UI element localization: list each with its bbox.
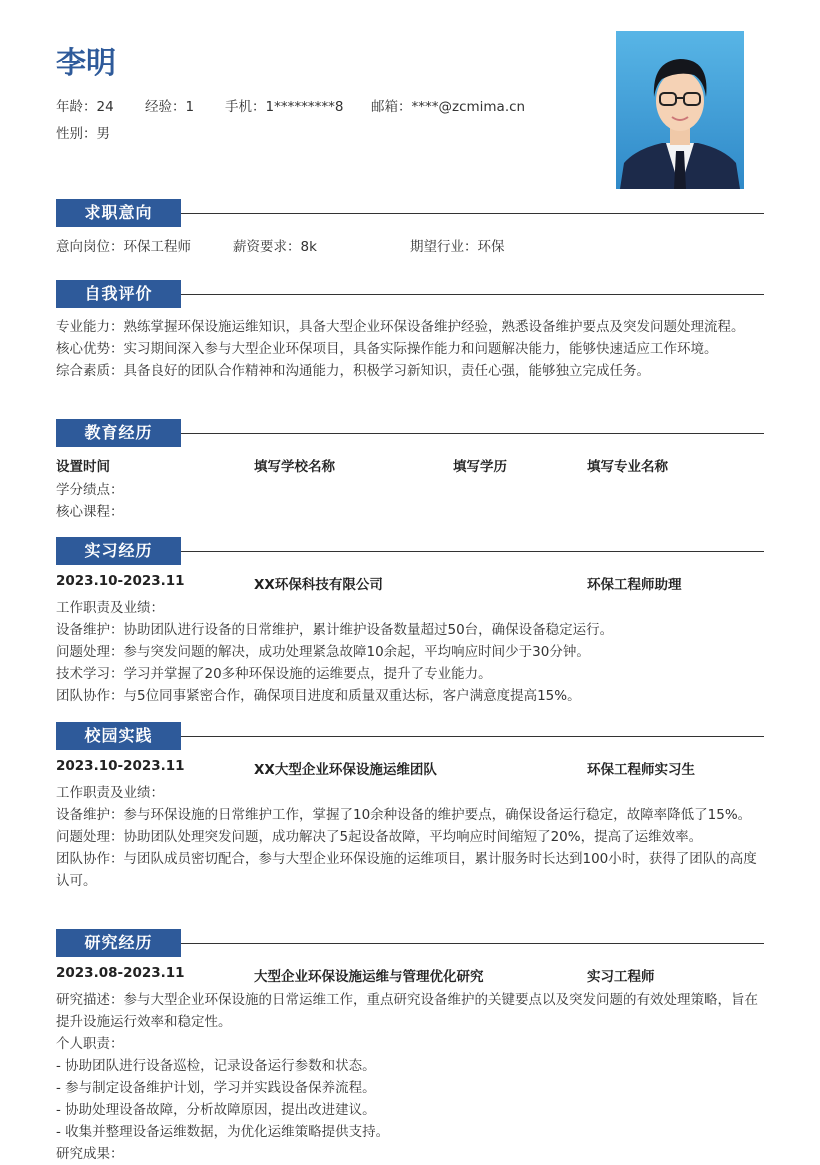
candidate-name: 李明 xyxy=(56,46,116,81)
section-title: 求职意向 xyxy=(56,199,181,227)
research-line: 研究成果： xyxy=(56,1146,124,1162)
campus-heading-row xyxy=(56,758,764,780)
internship-line: 团队协作：与5位同事紧密合作，确保项目进度和质量双重达标，客户满意度提高15%。 xyxy=(56,688,581,704)
profile-photo xyxy=(616,31,744,189)
campus-time: 2023.10-2023.11 xyxy=(56,758,185,774)
internship-line: 工作职责及业绩： xyxy=(56,600,164,616)
research-heading-row xyxy=(56,965,764,987)
campus-role: 环保工程师实习生 xyxy=(587,762,695,778)
section-title: 自我评价 xyxy=(56,280,181,308)
internship-heading-row xyxy=(56,573,764,595)
section-self-evaluation xyxy=(56,280,764,382)
research-line: - 收集并整理设备运维数据，为优化运维策略提供支持。 xyxy=(56,1124,390,1140)
internship-line: 技术学习：学习并掌握了20多种环保设施的运维要点，提升了专业能力。 xyxy=(56,666,492,682)
basic-info-row-2 xyxy=(56,122,110,142)
email: 邮箱：****@zcmima.cn xyxy=(371,99,526,115)
section-divider xyxy=(181,943,764,944)
section-header xyxy=(56,199,764,227)
self-eval-line: 核心优势：实习期间深入参与大型企业环保项目，具备实际操作能力和问题解决能力，能够快速适应工作环境。 xyxy=(56,341,718,357)
core-courses-line: 核心课程： xyxy=(56,504,124,520)
internship-company: XX环保科技有限公司 xyxy=(254,577,383,593)
section-title: 校园实践 xyxy=(56,722,181,750)
research-line: - 协助处理设备故障，分析故障原因，提出改进建议。 xyxy=(56,1102,376,1118)
section-divider xyxy=(181,433,764,434)
campus-organization: XX大型企业环保设施运维团队 xyxy=(254,762,437,778)
salary-requirement: 薪资要求：8k xyxy=(233,239,317,255)
self-eval-line: 专业能力：熟练掌握环保设施运维知识，具备大型企业环保设备维护经验，熟悉设备维护要点及突发问题处理流程。 xyxy=(56,319,745,335)
internship-line: 问题处理：参与突发问题的解决，成功处理紧急故障10余起，平均响应时间少于30分钟。 xyxy=(56,644,590,660)
major: 填写专业名称 xyxy=(587,459,668,475)
section-header xyxy=(56,929,764,957)
section-research xyxy=(56,929,764,1165)
expected-industry: 期望行业：环保 xyxy=(410,239,505,255)
section-campus-practice xyxy=(56,722,764,892)
research-line: 个人职责： xyxy=(56,1036,124,1052)
section-education xyxy=(56,419,764,523)
age: 年龄：24 xyxy=(56,99,114,115)
section-header xyxy=(56,537,764,565)
section-header xyxy=(56,280,764,308)
section-divider xyxy=(181,213,764,214)
basic-info-row-1 xyxy=(56,95,525,115)
campus-line: 问题处理：协助团队处理突发问题，成功解决了5起设备故障，平均响应时间缩短了20%，提高了运维效率。 xyxy=(56,829,703,845)
section-internship xyxy=(56,537,764,707)
campus-line: 设备维护：参与环保设施的日常维护工作，掌握了10余种设备的维护要点，确保设备运行稳定，故障率降低了15%。 xyxy=(56,807,752,823)
section-title: 实习经历 xyxy=(56,537,181,565)
internship-role: 环保工程师助理 xyxy=(587,577,682,593)
internship-line: 设备维护：协助团队进行设备的日常维护，累计维护设备数量超过50台，确保设备稳定运行。 xyxy=(56,622,614,638)
section-divider xyxy=(181,736,764,737)
education-time: 设置时间 xyxy=(56,459,110,475)
section-divider xyxy=(181,551,764,552)
school-name: 填写学校名称 xyxy=(254,459,335,475)
research-line: 研究描述：参与大型企业环保设施的日常运维工作，重点研究设备维护的关键要点以及突发问题的有效处理策略，旨在提升设施运行效率和稳定性。 xyxy=(56,992,758,1030)
self-eval-line: 综合素质：具备良好的团队合作精神和沟通能力，积极学习新知识，责任心强，能够独立完成任务。 xyxy=(56,363,650,379)
gpa-line: 学分绩点： xyxy=(56,482,124,498)
research-time: 2023.08-2023.11 xyxy=(56,965,185,981)
research-line: - 协助团队进行设备巡检，记录设备运行参数和状态。 xyxy=(56,1058,376,1074)
internship-time: 2023.10-2023.11 xyxy=(56,573,185,589)
intended-position: 意向岗位：环保工程师 xyxy=(56,239,191,255)
research-project: 大型企业环保设施运维与管理优化研究 xyxy=(254,969,484,985)
campus-line: 工作职责及业绩： xyxy=(56,785,164,801)
education-heading-row xyxy=(56,455,764,477)
section-title: 教育经历 xyxy=(56,419,181,447)
research-line: - 参与制定设备维护计划，学习并实践设备保养流程。 xyxy=(56,1080,376,1096)
section-header xyxy=(56,419,764,447)
phone: 手机：1*********8 xyxy=(225,99,344,115)
gender: 性别：男 xyxy=(56,126,110,142)
section-header xyxy=(56,722,764,750)
degree: 填写学历 xyxy=(453,459,507,475)
section-job-intent xyxy=(56,199,764,257)
section-divider xyxy=(181,294,764,295)
experience: 经验：1 xyxy=(145,99,195,115)
campus-line: 团队协作：与团队成员密切配合，参与大型企业环保设施的运维项目，累计服务时长达到100小时，获得了团队的高度认可。 xyxy=(56,851,757,889)
intent-row xyxy=(56,235,764,257)
section-title: 研究经历 xyxy=(56,929,181,957)
research-role: 实习工程师 xyxy=(587,969,655,985)
